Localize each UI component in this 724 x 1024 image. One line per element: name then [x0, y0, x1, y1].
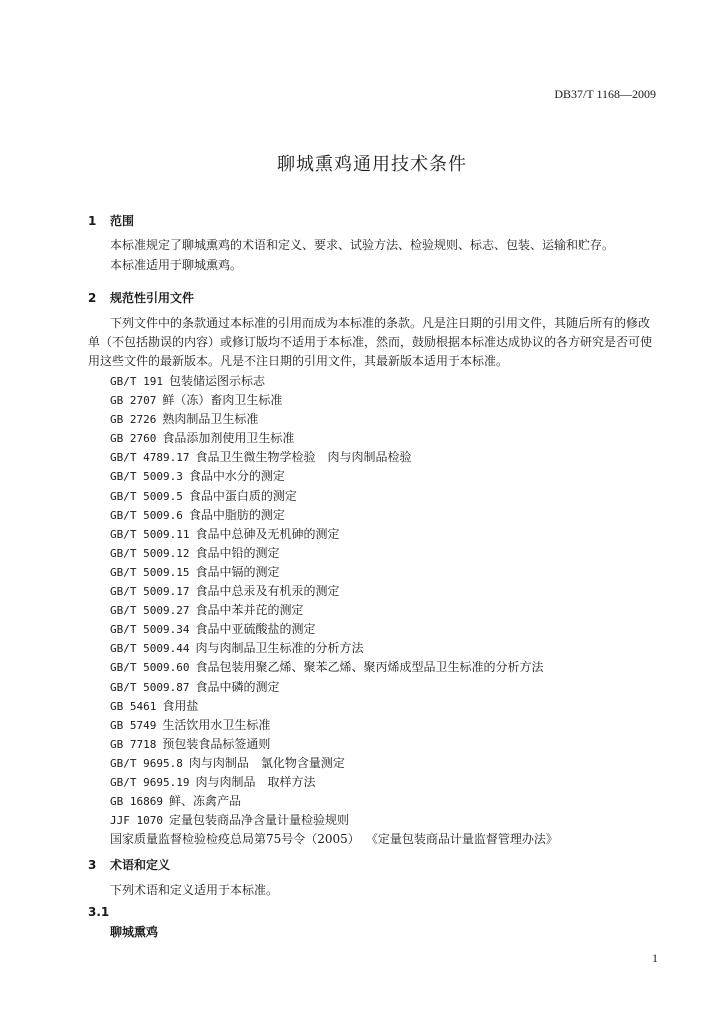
section-title: 术语和定义: [110, 858, 171, 872]
reference-code: GB/T 191: [110, 375, 163, 388]
terms-intro-paragraph: [88, 881, 658, 900]
reference-code: GB/T 5009.12: [110, 546, 190, 560]
reference-code: GB/T 5009.27: [110, 604, 190, 618]
reference-title: 食品中铅的测定: [195, 545, 280, 560]
reference-code: GB/T 5009.60: [110, 661, 190, 675]
reference-code: GB/T 4789.17: [110, 451, 190, 465]
reference-code: GB/T 5009.6: [110, 508, 183, 522]
reference-code: GB 2707: [110, 394, 157, 408]
section-heading-scope: [88, 212, 134, 229]
term-number-label: 3.1: [88, 905, 110, 919]
reference-item: [110, 525, 558, 544]
reference-code: GB 7718: [110, 737, 157, 751]
section-number: 2: [88, 291, 97, 305]
reference-title: 包装储运图示标志: [168, 374, 265, 388]
document-code: DB37/T 1168—2009: [554, 87, 656, 101]
section-heading-terms: [88, 856, 170, 873]
reference-code: GB 5461: [110, 699, 157, 713]
reference-title: 食品中苯并芘的测定: [195, 603, 304, 618]
reference-item: [110, 678, 558, 697]
reference-title: 食品中总汞及有机汞的测定: [195, 584, 340, 599]
reference-title: 食品中蛋白质的测定: [188, 488, 297, 503]
reference-item: [110, 448, 558, 467]
reference-title: 食品中水分的测定: [188, 469, 285, 484]
reference-code: GB/T 5009.5: [110, 489, 183, 503]
page-number: 1: [652, 951, 658, 965]
terms-intro-text: 下列术语和定义适用于本标准。: [110, 883, 279, 897]
section-title: 范围: [110, 214, 135, 228]
term-number: [88, 905, 109, 919]
reference-title: 食品中亚硫酸盐的测定: [195, 622, 316, 637]
reference-code: GB/T 9695.19: [110, 775, 190, 789]
reference-item: [110, 697, 558, 716]
reference-item: [110, 582, 558, 601]
reference-item: [110, 506, 558, 525]
reference-item: [110, 429, 558, 448]
reference-code: GB/T 5009.34: [110, 623, 190, 637]
normative-intro-paragraph: [88, 314, 658, 371]
scope-text-2: 本标准适用于聊城熏鸡。: [110, 258, 243, 272]
reference-code: 国家质量监督检验检疫总局第75号令（2005）: [110, 832, 360, 847]
reference-item: [110, 487, 558, 506]
reference-code: GB 16869: [110, 795, 163, 809]
scope-text-1: 本标准规定了聊城熏鸡的术语和定义、要求、试验方法、检验规则、标志、包装、运输和贮存。: [110, 238, 615, 252]
reference-code: GB/T 5009.11: [110, 527, 190, 541]
reference-item: [110, 773, 558, 792]
reference-title: 肉与肉制品 取样方法: [195, 774, 316, 789]
reference-title: 食品包装用聚乙烯、聚苯乙烯、聚丙烯成型品卫生标准的分析方法: [195, 660, 544, 675]
reference-code: GB 2760: [110, 432, 157, 446]
term-name: [110, 923, 158, 940]
scope-paragraph-2: [88, 256, 658, 275]
reference-item: [110, 811, 558, 830]
reference-title: 鲜、冻禽产品: [168, 794, 241, 809]
reference-code: JJF 1070: [110, 814, 163, 828]
reference-title: 定量包装商品净含量计量检验规则: [168, 813, 349, 828]
reference-code: GB 2726: [110, 413, 157, 427]
reference-code: GB 5749: [110, 718, 157, 732]
reference-code: GB/T 5009.87: [110, 680, 190, 694]
reference-item: [110, 372, 558, 391]
reference-item: [110, 563, 558, 582]
reference-title: 食品卫生微生物学检验 肉与肉制品检验: [195, 450, 412, 465]
reference-title: 食品中脂肪的测定: [188, 507, 285, 522]
section-number: 1: [88, 214, 97, 228]
section-number: 3: [88, 858, 97, 872]
reference-item: [110, 716, 558, 735]
reference-item: [110, 639, 558, 658]
reference-list: [110, 372, 558, 849]
reference-code: GB/T 9695.8: [110, 756, 183, 770]
reference-title: 生活饮用水卫生标准: [162, 717, 271, 732]
reference-item: [110, 620, 558, 639]
reference-title: 食品添加剂使用卫生标准: [162, 431, 295, 446]
reference-title: 食品中磷的测定: [195, 679, 280, 694]
reference-item: [110, 467, 558, 486]
reference-item: [110, 410, 558, 429]
reference-code: GB/T 5009.44: [110, 642, 190, 656]
reference-item: [110, 754, 558, 773]
section-heading-normative-references: [88, 289, 194, 306]
document-title: 聊城熏鸡通用技术条件: [277, 154, 467, 175]
reference-item: [110, 391, 558, 410]
reference-item: [110, 735, 558, 754]
reference-title: 鲜（冻）畜肉卫生标准: [162, 393, 283, 408]
reference-item: [110, 601, 558, 620]
reference-title: 《定量包装商品计量监督管理办法》: [371, 832, 558, 847]
reference-item: [110, 658, 558, 677]
reference-title: 熟肉制品卫生标准: [162, 412, 259, 427]
term-name-label: 聊城熏鸡: [110, 925, 159, 939]
reference-title: 肉与肉制品卫生标准的分析方法: [195, 641, 364, 656]
reference-title: 食品中镉的测定: [195, 564, 280, 579]
normative-intro-text: 下列文件中的条款通过本标准的引用而成为本标准的条款。凡是注日期的引用文件，其随后所有的修改单（不包括勘误的内容）或修订版均不适用于本标准，然而，鼓励根据本标准达成协议的各方研究是否可使用这些文件的最新版本。凡是不注日期的引用文件，其最新版本适用于本标准。: [88, 316, 653, 368]
reference-code: GB/T 5009.17: [110, 585, 190, 599]
reference-title: 预包装食品标签通则: [162, 736, 271, 751]
section-title: 规范性引用文件: [110, 291, 195, 305]
scope-paragraph-1: [88, 236, 658, 255]
reference-item: [110, 544, 558, 563]
reference-title: 食用盐: [162, 698, 199, 713]
reference-item: [110, 830, 558, 849]
reference-code: GB/T 5009.3: [110, 470, 183, 484]
reference-title: 食品中总砷及无机砷的测定: [195, 526, 340, 541]
reference-code: GB/T 5009.15: [110, 565, 190, 579]
reference-title: 肉与肉制品 氯化物含量测定: [188, 755, 345, 770]
reference-item: [110, 792, 558, 811]
